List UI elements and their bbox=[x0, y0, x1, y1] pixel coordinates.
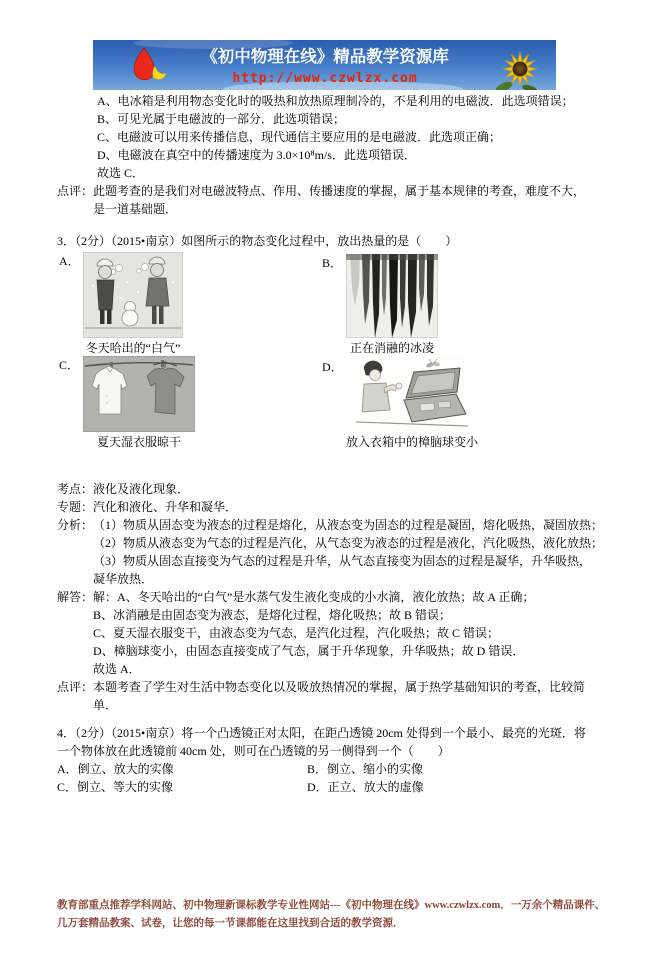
question4-option-d: D．正立、放大的虚像 bbox=[307, 780, 424, 794]
question4-option-b: B．倒立、缩小的实像 bbox=[307, 762, 424, 776]
jieda-conclusion: 故选 A． bbox=[93, 662, 141, 676]
kaodian-label: 考点： bbox=[57, 482, 94, 496]
answer-conclusion: 故选 C． bbox=[97, 166, 145, 180]
dianping-label: 点评： bbox=[57, 680, 94, 694]
figure-caption-a: 冬天哈出的“白气” bbox=[85, 341, 181, 355]
figure-option-d bbox=[322, 358, 478, 451]
site-banner bbox=[93, 40, 556, 90]
kaodian-row bbox=[57, 480, 647, 498]
fenxi-row bbox=[57, 516, 647, 588]
figure-caption-c: 夏天湿衣服晾干 bbox=[96, 435, 181, 449]
figure-letter-a: A． bbox=[59, 254, 80, 268]
fenxi-text bbox=[93, 516, 647, 588]
kaodian-text: 液化及液化现象． bbox=[93, 482, 190, 496]
document-body bbox=[57, 92, 647, 796]
figure-option-b bbox=[322, 254, 438, 357]
dianping-line: 本题考查了学生对生活中物态变化以及吸放热情况的掌握，属于热学基础知识的考查，比较简 bbox=[93, 680, 586, 694]
question3-title: 3．（2分）（2015•南京）如图所示的物态变化过程中，放出热量的是（ ） bbox=[57, 234, 458, 248]
answer-line-a: A、电冰箱是利用物态变化时的吸热和放热原理制冷的，不是利用的电磁波．此选项错误； bbox=[97, 94, 574, 108]
banner-url: http://www.czwlzx.com bbox=[232, 71, 418, 86]
figure-option-c bbox=[59, 356, 195, 451]
figure-caption-d: 放入衣箱中的樟脑球变小 bbox=[346, 435, 479, 449]
zhuanti-label: 专题： bbox=[57, 500, 94, 514]
jieda-line: B、冰消融是由固态变为液态，是熔化过程，熔化吸热；故 B 错误； bbox=[93, 608, 452, 622]
comment-text-line: 是一道基础题． bbox=[93, 202, 178, 216]
melting-icicles-photo bbox=[346, 254, 438, 338]
footer-line: 教育部重点推荐学科网站、初中物理新课标教学专业性网站---《初中物理在线》www.czwlzx.com．一万余个精品课件、 bbox=[57, 900, 606, 911]
jieda-row bbox=[57, 588, 647, 678]
figure-letter-c: C． bbox=[59, 358, 80, 372]
winter-breath-photo bbox=[83, 252, 183, 338]
prev-answer-block bbox=[57, 92, 647, 218]
banner-image bbox=[93, 40, 556, 90]
answer-line-d: D、电磁波在真空中的传播速度为 3.0×10⁸m/s．此选项错误． bbox=[97, 148, 416, 162]
drying-clothes-photo bbox=[83, 356, 195, 432]
banner-title: 《初中物理在线》精品教学资源库 bbox=[201, 47, 449, 66]
fenxi-line: 凝华放热． bbox=[93, 572, 154, 586]
figure-caption-b: 正在消融的冰凌 bbox=[349, 341, 434, 355]
fenxi-label: 分析： bbox=[57, 518, 94, 532]
comment-text bbox=[93, 182, 647, 218]
jieda-line: C、夏天湿衣服变干，由液态变为气态，是汽化过程，汽化吸热；故 C 错误； bbox=[93, 626, 500, 640]
question3-figures bbox=[57, 250, 647, 458]
fenxi-line: （3）物质从固态直接变为气态的过程是升华，从气态直接变为固态的过程是凝华，升华吸热， bbox=[93, 554, 592, 568]
comment-row bbox=[57, 182, 647, 218]
dianping-line: 单． bbox=[93, 698, 118, 712]
figure-letter-d: D． bbox=[322, 360, 343, 374]
footer-line: 几万套精品教案、试卷，让您的每一节课都能在这里找到合适的教学资源． bbox=[57, 918, 404, 929]
jieda-line: 解：A、冬天哈出的“白气”是水蒸气发生液化变成的小水滴，液化放热；故 A 正确； bbox=[93, 590, 535, 604]
jieda-label: 解答： bbox=[57, 590, 94, 604]
answer-line-c: C、电磁波可以用来传播信息，现代通信主要应用的是电磁波．此选项正确； bbox=[97, 130, 502, 144]
figure-letter-b: B． bbox=[322, 256, 343, 270]
answer-line-b: B、可见光属于电磁波的一部分．此选项错误； bbox=[97, 112, 346, 126]
dianping-text bbox=[93, 678, 647, 714]
zhuanti-text: 汽化和液化、升华和凝华． bbox=[93, 500, 238, 514]
comment-text-line: 此题考查的是我们对电磁波特点、作用、传播速度的掌握，属于基本规律的考查，难度不大， bbox=[93, 184, 586, 198]
question4-title bbox=[57, 724, 647, 760]
question4-options bbox=[57, 760, 647, 796]
question4-title-line: 一个物体放在此透镜前 40cm 处，则可在凸透镜的另一侧得到一个（ ） bbox=[57, 744, 450, 758]
question4-title-line: 4．（2分）（2015•南京）将一个凸透镜正对太阳，在距凸透镜 20cm 处得到一个最小、最亮的光斑．将 bbox=[57, 726, 586, 740]
jieda-text bbox=[93, 588, 647, 678]
jieda-line: D、樟脑球变小，由固态直接变成了气态，属于升华现象，升华吸热；故 D 错误． bbox=[93, 644, 525, 658]
question4-option-a: A．倒立、放大的实像 bbox=[57, 762, 174, 776]
zhuanti-row bbox=[57, 498, 647, 516]
dianping-row bbox=[57, 678, 647, 714]
question4-option-c: C．倒立、等大的实像 bbox=[57, 780, 174, 794]
figure-option-a bbox=[59, 252, 183, 357]
site-footer bbox=[57, 897, 605, 933]
fenxi-line: （1）物质从固态变为液态的过程是熔化，从液态变为固态的过程是凝固，熔化吸热，凝固放热； bbox=[93, 518, 604, 532]
fenxi-line: （2）物质从液态变为气态的过程是汽化，从气态变为液态的过程是液化，汽化吸热，液化放热； bbox=[93, 536, 604, 550]
camphor-chest-photo bbox=[354, 358, 470, 432]
comment-label: 点评： bbox=[57, 184, 94, 198]
